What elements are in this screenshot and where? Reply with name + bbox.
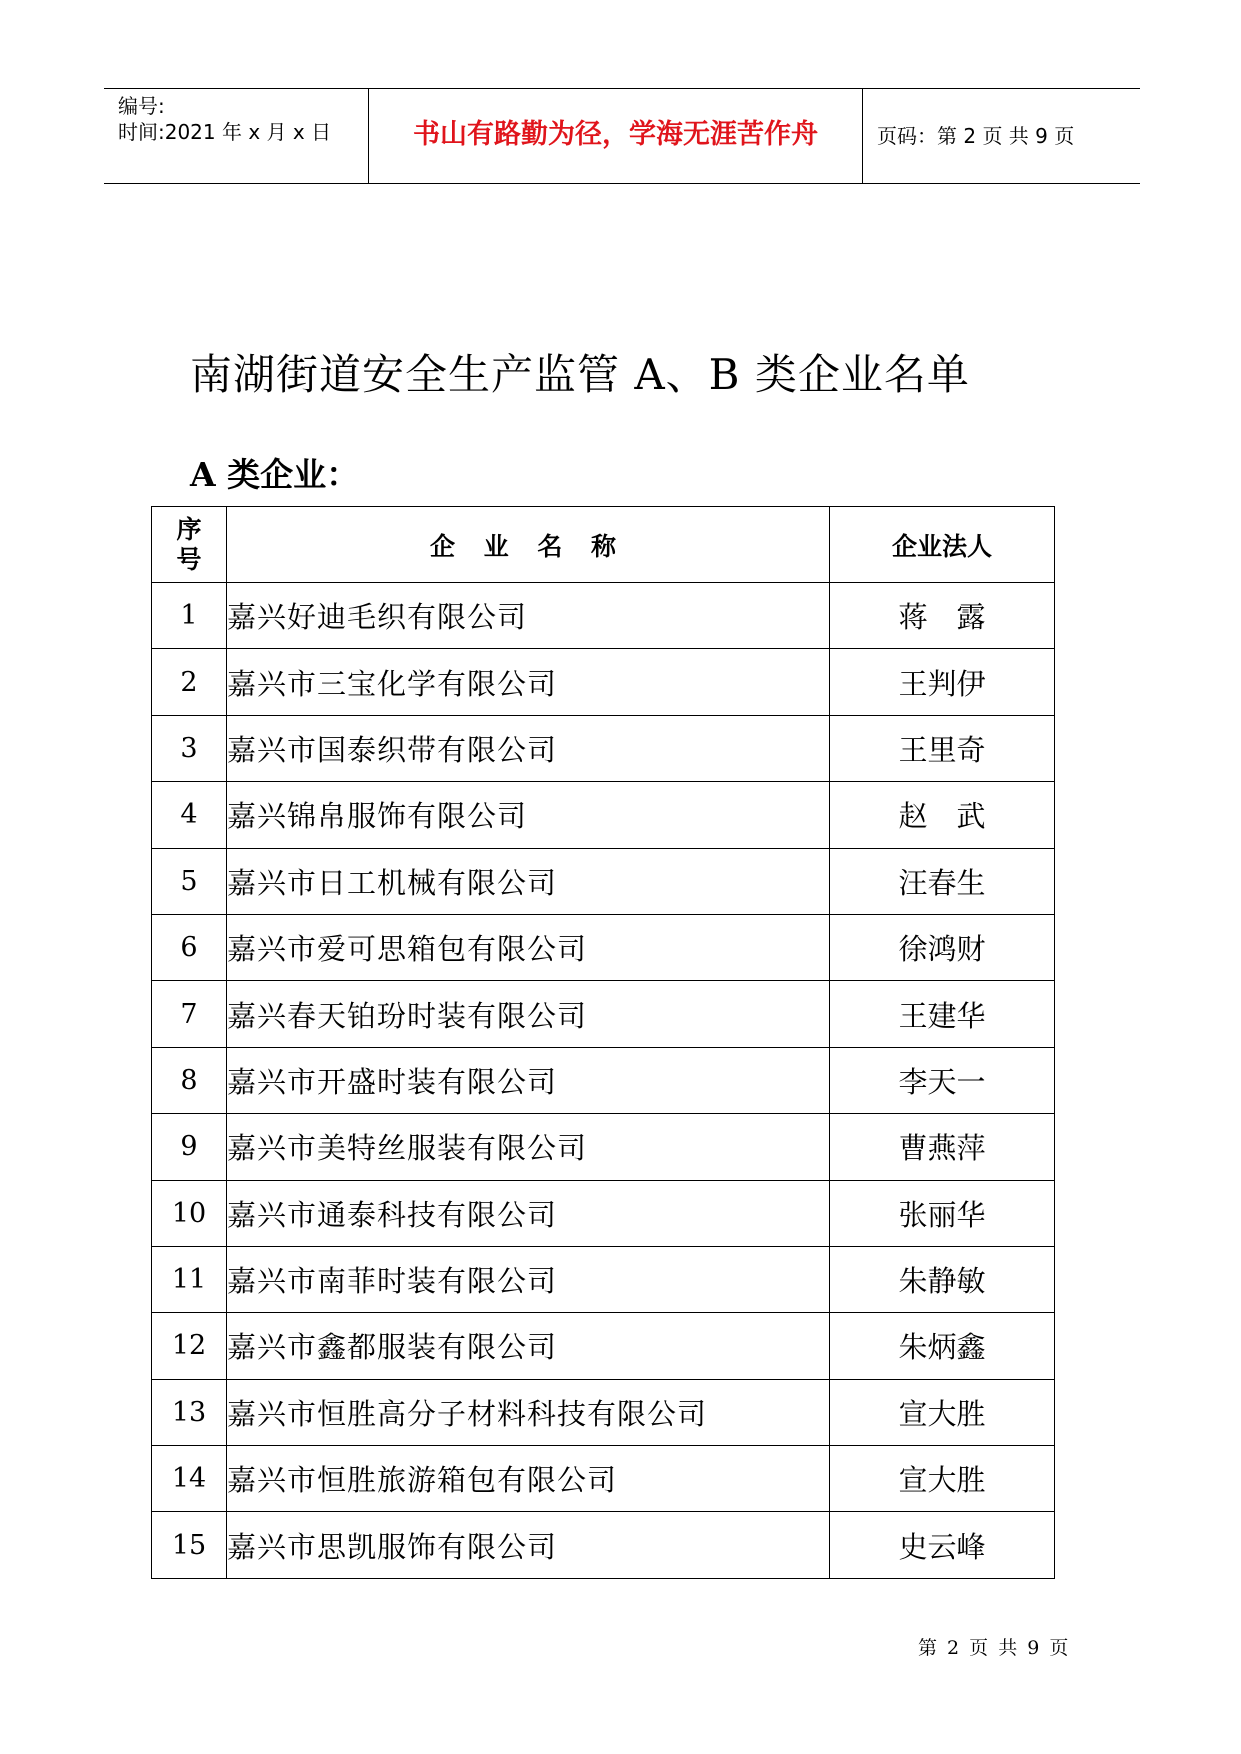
- legal-representative-cell: 赵 武: [830, 782, 1055, 848]
- company-name-cell: 嘉兴市国泰织带有限公司: [227, 715, 830, 781]
- table-row: [152, 715, 1055, 781]
- company-name-cell: 嘉兴市鑫都服装有限公司: [227, 1313, 830, 1379]
- legal-representative-cell: 曹燕萍: [830, 1114, 1055, 1180]
- table-row: [152, 583, 1055, 649]
- legal-representative-cell: 汪春生: [830, 848, 1055, 914]
- table-row: [152, 981, 1055, 1047]
- company-name-cell: 嘉兴市南菲时装有限公司: [227, 1246, 830, 1312]
- company-name-cell: 嘉兴市开盛时装有限公司: [227, 1047, 830, 1113]
- column-header-name: 企 业 名 称: [227, 507, 830, 583]
- row-index-cell: 8: [152, 1047, 227, 1113]
- legal-representative-cell: 宣大胜: [830, 1379, 1055, 1445]
- legal-representative-cell: 王里奇: [830, 715, 1055, 781]
- row-index-cell: 7: [152, 981, 227, 1047]
- legal-representative-cell: 宣大胜: [830, 1446, 1055, 1512]
- row-index-cell: 2: [152, 649, 227, 715]
- row-index-cell: 5: [152, 848, 227, 914]
- row-index-cell: 14: [152, 1446, 227, 1512]
- table-body: [152, 583, 1055, 1579]
- table-row: [152, 1512, 1055, 1578]
- table-header-row: [152, 507, 1055, 583]
- row-index-cell: 1: [152, 583, 227, 649]
- table-row: [152, 1114, 1055, 1180]
- row-index-cell: 12: [152, 1313, 227, 1379]
- column-header-representative: 企业法人: [830, 507, 1055, 583]
- legal-representative-cell: 史云峰: [830, 1512, 1055, 1578]
- section-heading: A 类企业：: [190, 455, 360, 494]
- document-title: 南湖街道安全生产监管 A、B 类企业名单: [190, 350, 970, 399]
- legal-representative-cell: 李天一: [830, 1047, 1055, 1113]
- legal-representative-cell: 王建华: [830, 981, 1055, 1047]
- row-index-cell: 10: [152, 1180, 227, 1246]
- table-row: [152, 1313, 1055, 1379]
- row-index-cell: 13: [152, 1379, 227, 1445]
- header-page-code: 页码：第 2 页 共 9 页: [877, 124, 1075, 148]
- header-page-cell: [863, 89, 1140, 183]
- header-motto-cell: [369, 89, 863, 183]
- header-motto: 书山有路勤为径，学海无涯苦作舟: [413, 119, 818, 150]
- legal-representative-cell: 朱炳鑫: [830, 1313, 1055, 1379]
- table-row: [152, 782, 1055, 848]
- row-index-cell: 3: [152, 715, 227, 781]
- table-row: [152, 649, 1055, 715]
- table-row: [152, 914, 1055, 980]
- document-number-label: 编号:: [118, 94, 165, 118]
- company-name-cell: 嘉兴春天铂玢时装有限公司: [227, 981, 830, 1047]
- row-index-cell: 4: [152, 782, 227, 848]
- company-name-cell: 嘉兴市三宝化学有限公司: [227, 649, 830, 715]
- table-row: [152, 1047, 1055, 1113]
- company-name-cell: 嘉兴市通泰科技有限公司: [227, 1180, 830, 1246]
- enterprise-table: [151, 506, 1055, 1579]
- company-name-cell: 嘉兴市美特丝服装有限公司: [227, 1114, 830, 1180]
- column-header-index: 序号: [152, 507, 227, 583]
- legal-representative-cell: 王判伊: [830, 649, 1055, 715]
- company-name-cell: 嘉兴锦帛服饰有限公司: [227, 782, 830, 848]
- company-name-cell: 嘉兴市恒胜高分子材料科技有限公司: [227, 1379, 830, 1445]
- company-name-cell: 嘉兴市爱可思箱包有限公司: [227, 914, 830, 980]
- legal-representative-cell: 张丽华: [830, 1180, 1055, 1246]
- page-footer: 第 2 页 共 9 页: [918, 1637, 1069, 1659]
- row-index-cell: 11: [152, 1246, 227, 1312]
- row-index-cell: 15: [152, 1512, 227, 1578]
- company-name-cell: 嘉兴市日工机械有限公司: [227, 848, 830, 914]
- table-row: [152, 1246, 1055, 1312]
- company-name-cell: 嘉兴市恒胜旅游箱包有限公司: [227, 1446, 830, 1512]
- header-meta-cell: [104, 89, 369, 183]
- company-name-cell: 嘉兴市思凯服饰有限公司: [227, 1512, 830, 1578]
- document-time-label: 时间:2021 年 x 月 x 日: [118, 120, 332, 144]
- legal-representative-cell: 徐鸿财: [830, 914, 1055, 980]
- company-name-cell: 嘉兴好迪毛织有限公司: [227, 583, 830, 649]
- row-index-cell: 6: [152, 914, 227, 980]
- table-row: [152, 1379, 1055, 1445]
- table-row: [152, 848, 1055, 914]
- table-row: [152, 1180, 1055, 1246]
- legal-representative-cell: 朱静敏: [830, 1246, 1055, 1312]
- table-row: [152, 1446, 1055, 1512]
- document-header: [104, 88, 1140, 184]
- legal-representative-cell: 蒋 露: [830, 583, 1055, 649]
- row-index-cell: 9: [152, 1114, 227, 1180]
